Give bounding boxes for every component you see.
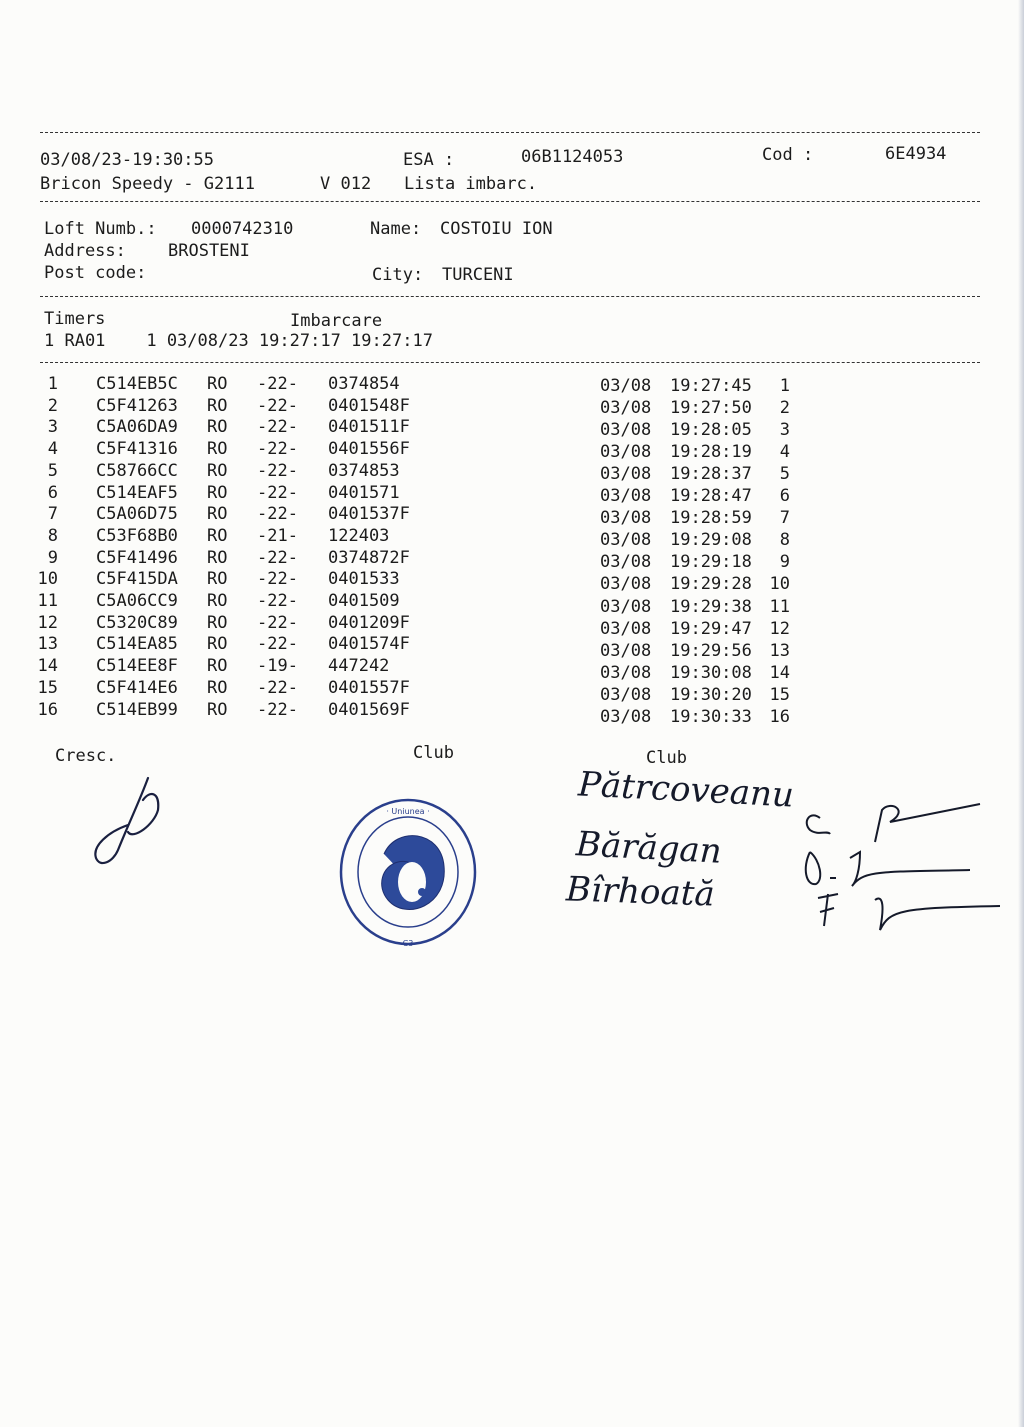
table-row: [0, 374, 1024, 396]
cell-ring: 0374854: [328, 374, 400, 394]
cell-year: -22-: [257, 634, 298, 655]
cell-ring: 0374853: [328, 460, 400, 481]
table-row: [0, 461, 1024, 483]
cell-year: -22-: [257, 504, 298, 525]
cell-chip: C53F68B0: [96, 525, 178, 546]
cell-time: 19:28:37: [670, 464, 752, 485]
cell-year: -19-: [257, 656, 298, 677]
table-row: [0, 677, 1024, 705]
table-row: [0, 525, 1024, 551]
cod-value: 6E4934: [885, 144, 947, 164]
cell-country: RO: [207, 504, 228, 525]
cell-chip: C514EB5C: [96, 374, 178, 394]
cell-ring: 0401509: [328, 591, 400, 611]
cell-date: 03/08: [600, 662, 652, 683]
cell-country: RO: [207, 482, 228, 503]
cell-time: 19:29:28: [670, 574, 752, 595]
cell-ring: 0374872F: [328, 547, 410, 568]
cell-pos: 5: [779, 464, 790, 485]
cell-ring: 0401569F: [328, 699, 410, 720]
header-datetime: 03/08/23-19:30:55: [40, 150, 214, 170]
cell-pos: 9: [779, 552, 790, 573]
cell-date: 03/08: [600, 464, 652, 485]
address-label: Address:: [44, 241, 126, 261]
cell-n: 7: [47, 504, 58, 525]
handwritten-name: Bărăgan: [575, 824, 723, 872]
cell-time: 19:30:20: [670, 684, 752, 705]
cell-country: RO: [207, 547, 228, 568]
cell-country: RO: [207, 395, 228, 416]
cell-time: 19:27:45: [670, 376, 752, 396]
cell-country: RO: [207, 569, 228, 590]
cell-ring: 0401571: [328, 482, 400, 503]
cell-pos: 11: [769, 596, 790, 617]
cell-date: 03/08: [600, 552, 652, 573]
cell-year: -22-: [257, 439, 298, 460]
cell-country: RO: [207, 417, 228, 438]
cell-pos: 14: [769, 662, 790, 683]
cell-pos: 8: [779, 530, 790, 551]
cell-time: 19:29:38: [670, 596, 752, 617]
city-label: City:: [372, 265, 424, 285]
cell-pos: 4: [779, 442, 790, 463]
handwritten-name: Bîrhoată: [565, 869, 716, 915]
cell-chip: C514EE8F: [96, 656, 178, 677]
cell-year: -22-: [257, 374, 298, 394]
cell-date: 03/08: [600, 508, 652, 529]
table-row: [0, 547, 1024, 573]
cell-pos: 7: [779, 508, 790, 529]
table-row: [0, 612, 1024, 639]
cell-date: 03/08: [600, 486, 652, 507]
cell-time: 19:29:18: [670, 552, 752, 573]
cell-n: 10: [37, 569, 58, 590]
cell-n: 4: [47, 439, 58, 460]
table-row: [0, 504, 1024, 529]
cell-chip: C514EA85: [96, 634, 178, 655]
svg-text:· Uniunea ·: · Uniunea ·: [386, 807, 430, 816]
cell-time: 19:28:05: [670, 420, 752, 441]
device-name: Bricon Speedy - G2111: [40, 174, 255, 194]
cell-ring: 0401557F: [328, 677, 410, 698]
cell-time: 19:28:47: [670, 486, 752, 507]
cell-country: RO: [207, 439, 228, 460]
cresc-label: Cresc.: [55, 746, 117, 766]
cell-pos: 6: [779, 486, 790, 507]
name-label: Name:: [370, 219, 422, 239]
cell-country: RO: [207, 634, 228, 655]
table-row: [0, 634, 1024, 661]
cell-time: 19:27:50: [670, 398, 752, 419]
table-row: [0, 591, 1024, 617]
cell-ring: 0401533: [328, 569, 400, 590]
cell-pos: 15: [769, 684, 790, 705]
cell-n: 12: [37, 612, 58, 633]
cell-pos: 3: [779, 420, 790, 441]
cell-ring: 0401574F: [328, 634, 410, 655]
cell-year: -22-: [257, 482, 298, 503]
cell-n: 14: [37, 656, 58, 677]
cell-chip: C5A06D75: [96, 504, 178, 525]
table-row: [0, 656, 1024, 683]
cell-date: 03/08: [600, 376, 652, 396]
name-value: COSTOIU ION: [440, 219, 553, 239]
cell-chip: C5F41316: [96, 439, 178, 460]
table-row: [0, 569, 1024, 595]
cell-country: RO: [207, 525, 228, 546]
divider: [40, 362, 980, 363]
cell-time: 19:30:33: [670, 706, 752, 727]
cell-date: 03/08: [600, 420, 652, 441]
cell-time: 19:28:59: [670, 508, 752, 529]
cell-chip: C5A06CC9: [96, 591, 178, 611]
cell-year: -22-: [257, 677, 298, 698]
esa-label: ESA :: [403, 150, 455, 170]
cell-chip: C5A06DA9: [96, 417, 178, 438]
timers-label: Timers: [44, 309, 106, 329]
table-row: [0, 483, 1024, 505]
cell-chip: C5F41496: [96, 547, 178, 568]
table-row: [0, 417, 1024, 439]
divider: [40, 132, 980, 133]
cell-chip: C5F415DA: [96, 569, 178, 590]
cell-chip: C514EB99: [96, 699, 178, 720]
imbarcare-label: Imbarcare: [290, 311, 383, 331]
cell-ring: 0401209F: [328, 612, 410, 633]
cell-date: 03/08: [600, 640, 652, 661]
table-row: [0, 699, 1024, 727]
cell-ring: 0401556F: [328, 439, 410, 460]
cell-ring: 122403: [328, 525, 390, 546]
cell-date: 03/08: [600, 530, 652, 551]
city-value: TURCENI: [442, 265, 514, 285]
document-type: Lista imbarc.: [404, 174, 538, 194]
handwritten-name: Pătrcoveanu: [577, 764, 795, 816]
cell-chip: C5F41263: [96, 395, 178, 416]
cell-ring: 0401548F: [328, 395, 410, 416]
table-row: [0, 439, 1024, 461]
cell-date: 03/08: [600, 596, 652, 617]
cell-ring: 447242: [328, 656, 390, 677]
handwritten-signatures: [780, 790, 1010, 940]
cell-date: 03/08: [600, 574, 652, 595]
cell-pos: 1: [779, 376, 790, 396]
cell-year: -22-: [257, 699, 298, 720]
cell-time: 19:29:56: [670, 640, 752, 661]
cell-year: -22-: [257, 395, 298, 416]
cell-time: 19:28:19: [670, 442, 752, 463]
cell-country: RO: [207, 677, 228, 698]
loft-label: Loft Numb.:: [44, 219, 157, 239]
cell-chip: C5320C89: [96, 612, 178, 633]
cell-n: 9: [47, 547, 58, 568]
cell-n: 16: [37, 699, 58, 720]
cell-year: -22-: [257, 460, 298, 481]
cell-date: 03/08: [600, 706, 652, 727]
cell-time: 19:30:08: [670, 662, 752, 683]
cell-pos: 12: [769, 618, 790, 639]
cell-country: RO: [207, 460, 228, 481]
cell-year: -22-: [257, 569, 298, 590]
cell-n: 11: [37, 591, 58, 611]
cell-n: 3: [47, 417, 58, 438]
cell-pos: 2: [779, 398, 790, 419]
cell-date: 03/08: [600, 684, 652, 705]
cell-n: 6: [47, 482, 58, 503]
svg-text:C3: C3: [402, 939, 414, 948]
scan-edge: [1018, 0, 1024, 1427]
divider: [40, 296, 980, 297]
address-value: BROSTENI: [168, 241, 250, 261]
cell-chip: C58766CC: [96, 460, 178, 481]
cell-date: 03/08: [600, 442, 652, 463]
cell-n: 13: [37, 634, 58, 655]
cell-ring: 0401511F: [328, 417, 410, 438]
cell-pos: 13: [769, 640, 790, 661]
cell-pos: 16: [769, 706, 790, 727]
cell-year: -22-: [257, 612, 298, 633]
cell-n: 1: [47, 374, 58, 394]
table-row: [0, 396, 1024, 418]
fancier-signature: [88, 770, 178, 870]
cod-label: Cod :: [762, 145, 814, 165]
cell-time: 19:29:47: [670, 618, 752, 639]
cell-country: RO: [207, 656, 228, 677]
cell-ring: 0401537F: [328, 504, 410, 525]
club-stamp: [336, 796, 480, 954]
cell-n: 5: [47, 460, 58, 481]
postcode-label: Post code:: [44, 263, 147, 283]
cell-n: 15: [37, 677, 58, 698]
cell-year: -22-: [257, 547, 298, 568]
cell-n: 8: [47, 525, 58, 546]
cell-chip: C514EAF5: [96, 482, 178, 503]
cell-year: -21-: [257, 525, 298, 546]
club-label: Club: [646, 748, 687, 768]
divider: [40, 201, 980, 202]
device-version: V 012: [320, 174, 372, 194]
cell-n: 2: [47, 395, 58, 416]
cell-chip: C5F414E6: [96, 677, 178, 698]
club-label: Club: [413, 743, 454, 763]
timer-line: 1 RA01 1 03/08/23 19:27:17 19:27:17: [44, 331, 433, 351]
cell-date: 03/08: [600, 618, 652, 639]
esa-value: 06B1124053: [521, 147, 624, 167]
cell-pos: 10: [769, 574, 790, 595]
cell-country: RO: [207, 612, 228, 633]
cell-country: RO: [207, 699, 228, 720]
cell-country: RO: [207, 591, 228, 611]
cell-time: 19:29:08: [670, 530, 752, 551]
loft-value: 0000742310: [191, 219, 294, 239]
cell-country: RO: [207, 374, 228, 394]
cell-year: -22-: [257, 591, 298, 611]
cell-date: 03/08: [600, 398, 652, 419]
cell-year: -22-: [257, 417, 298, 438]
